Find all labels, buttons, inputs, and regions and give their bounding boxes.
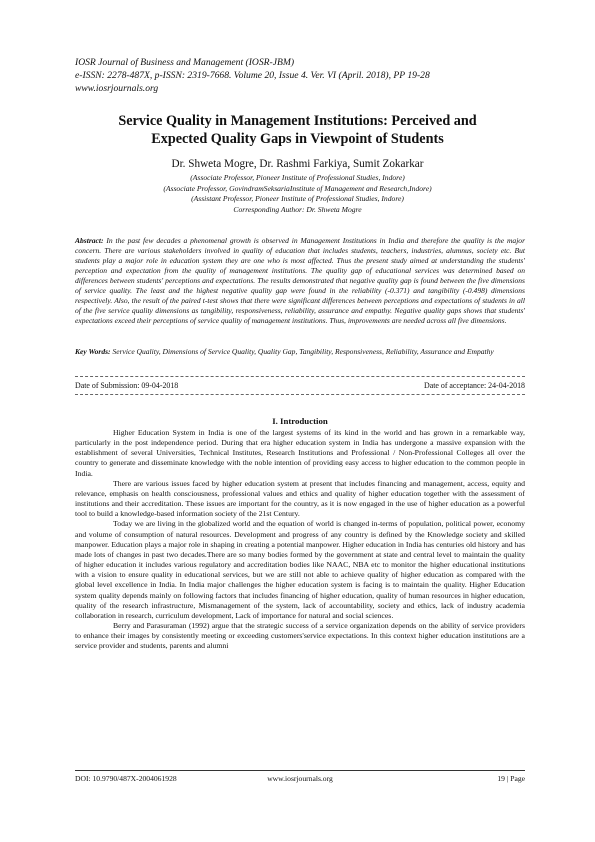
section-heading: I. Introduction xyxy=(272,416,328,426)
paper-title-line-2: Expected Quality Gaps in Viewpoint of Students xyxy=(151,131,444,147)
footer-site[interactable]: www.iosrjournals.org xyxy=(267,774,333,783)
journal-header xyxy=(75,56,525,95)
paper-title-line-1: Service Quality in Management Institutions: Perceived and xyxy=(118,113,477,129)
corresponding-author: Corresponding Author: Dr. Shweta Mogre xyxy=(233,204,362,214)
journal-issn: e-ISSN: 2278-487X, p-ISSN: 2319-7668. Volume 20, Issue 4. Ver. VI (April. 2018), PP 19-28 xyxy=(75,70,430,81)
keywords-label: Key Words: xyxy=(75,347,111,356)
page-footer xyxy=(75,770,525,783)
acceptance-date: Date of acceptance: 24-04-2018 xyxy=(424,381,525,390)
keywords-text: Service Quality, Dimensions of Service Quality, Quality Gap, Tangibility, Responsiveness, Reliability, Assurance and Empathy xyxy=(112,347,494,356)
submission-date: Date of Submission: 09-04-2018 xyxy=(75,381,179,390)
introduction-body xyxy=(75,428,525,651)
paragraph: There are various issues faced by higher education system at present that includes financing and management, access, equity and relevance, emphasis on health consciousness, professional values and ethics and quality of higher education together with the assessment of institutions and their accreditation. These issues are important for the country, as it is now engaged in the use of higher education as a powerful tool to build a knowledge-based information society of the 21st Century. xyxy=(75,478,525,519)
affiliation-1: (Associate Professor, Pioneer Institute of Professional Studies, Indore) xyxy=(190,173,405,182)
keywords xyxy=(75,347,525,357)
journal-name: IOSR Journal of Business and Management (IOSR-JBM) xyxy=(75,57,295,68)
footer-doi: DOI: 10.9790/487X-2004061928 xyxy=(75,774,177,783)
paper-title xyxy=(60,112,535,148)
paragraph: Today we are living in the globalized world and the equation of world is changed in-terms of population, political power, economy and volume of consumption of natural resources. Development and progress of any country is defined by the Knowledge society and skilled manpower. Education plays a major role in shaping in creating a potential manpower. Higher education in India has centuries old history and has made lots of changes in past two decades.There are so many bodies formed by the government at state and central level to maintain the quality of higher education it includes various regulatory and accreditation bodies like NAAC, NBA etc to monitor the higher educational institutions with a vision to ensure quality in educational services, but we are still not able to achieve quality of higher education as compared with the global level excellence in India. In India major challenges the higher education system is facing is to maintain the quality. Higher Education system quality depends mainly on following factors that includes financing of higher education, quality of human resources in higher education, quality of the research infrastructure, Mismanagement of the system, lack of accountability, society and ethics, lack of industry academia collaboration in research, curriculum development, Lack of importance for natural and social sciences. xyxy=(75,519,525,620)
paragraph: Higher Education System in India is one of the largest systems of its kind in the world and has grown in a remarkable way, particularly in the post independence period. During that era higher education system in India has undergone a massive expansion with the establishment of several Universities, Technical Institutes, Research Institutions and Professional / Non-Professional Colleges all over the country to generate and disseminate knowledge with the noble intention of providing easy access to higher education to the common people in India. xyxy=(75,428,525,478)
dashed-divider-bottom xyxy=(75,394,525,395)
abstract xyxy=(75,236,525,326)
author-affiliations xyxy=(60,173,535,215)
paragraph: Berry and Parasuraman (1992) argue that the strategic success of a service organization depends on the ability of service providers to enhance their images by consistently meeting or exceeding customers'service expectations. In this context higher education institutions are a service provider and students, parents and alumni xyxy=(75,620,525,651)
affiliation-3: (Assistant Professor, Pioneer Institute of Professional Studies, Indore) xyxy=(191,194,404,204)
paper-authors: Dr. Shweta Mogre, Dr. Rashmi Farkiya, Sumit Zokarkar xyxy=(171,158,424,170)
affiliation-2: (Associate Professor, GovindramSeksariaInstitute of Management and Research,Indore) xyxy=(163,183,432,193)
abstract-label: Abstract: xyxy=(75,236,104,245)
dashed-divider-top xyxy=(75,376,525,377)
footer-page-number: 19 | Page xyxy=(497,774,525,783)
abstract-text: In the past few decades a phenomenal growth is observed in Management Institutions in India and therefore the quality is the major concern. There are various stakeholders involved in quality of education that includes students, teachers, industries, alumnus, society etc. But students play a major role in education system they are one who is most affected. Thus the present study aimed at understanding the students' perception and expectation from the quality of management institutions. The quality gap of educational services was determined based on differences between students' perceptions and expectations. The results demonstrated that negative quality gap is found between the five dimensions of service quality. The least and the highest negative quality gap were found in the reliability (-0.371) and tangibility (-0.498) dimensions respectively. Also, the result of the paired t-test shows that there were significant differences between perceptions and expectations of students in all of the five service quality dimensions as tangibility, responsiveness, reliability, assurance and empathy. Negative quality gaps shows that students' expectations exceed their perceptions of service quality of management institutions. Thus, improvements are needed across all five dimensions. xyxy=(75,236,526,325)
journal-url[interactable]: www.iosrjournals.org xyxy=(75,83,159,94)
